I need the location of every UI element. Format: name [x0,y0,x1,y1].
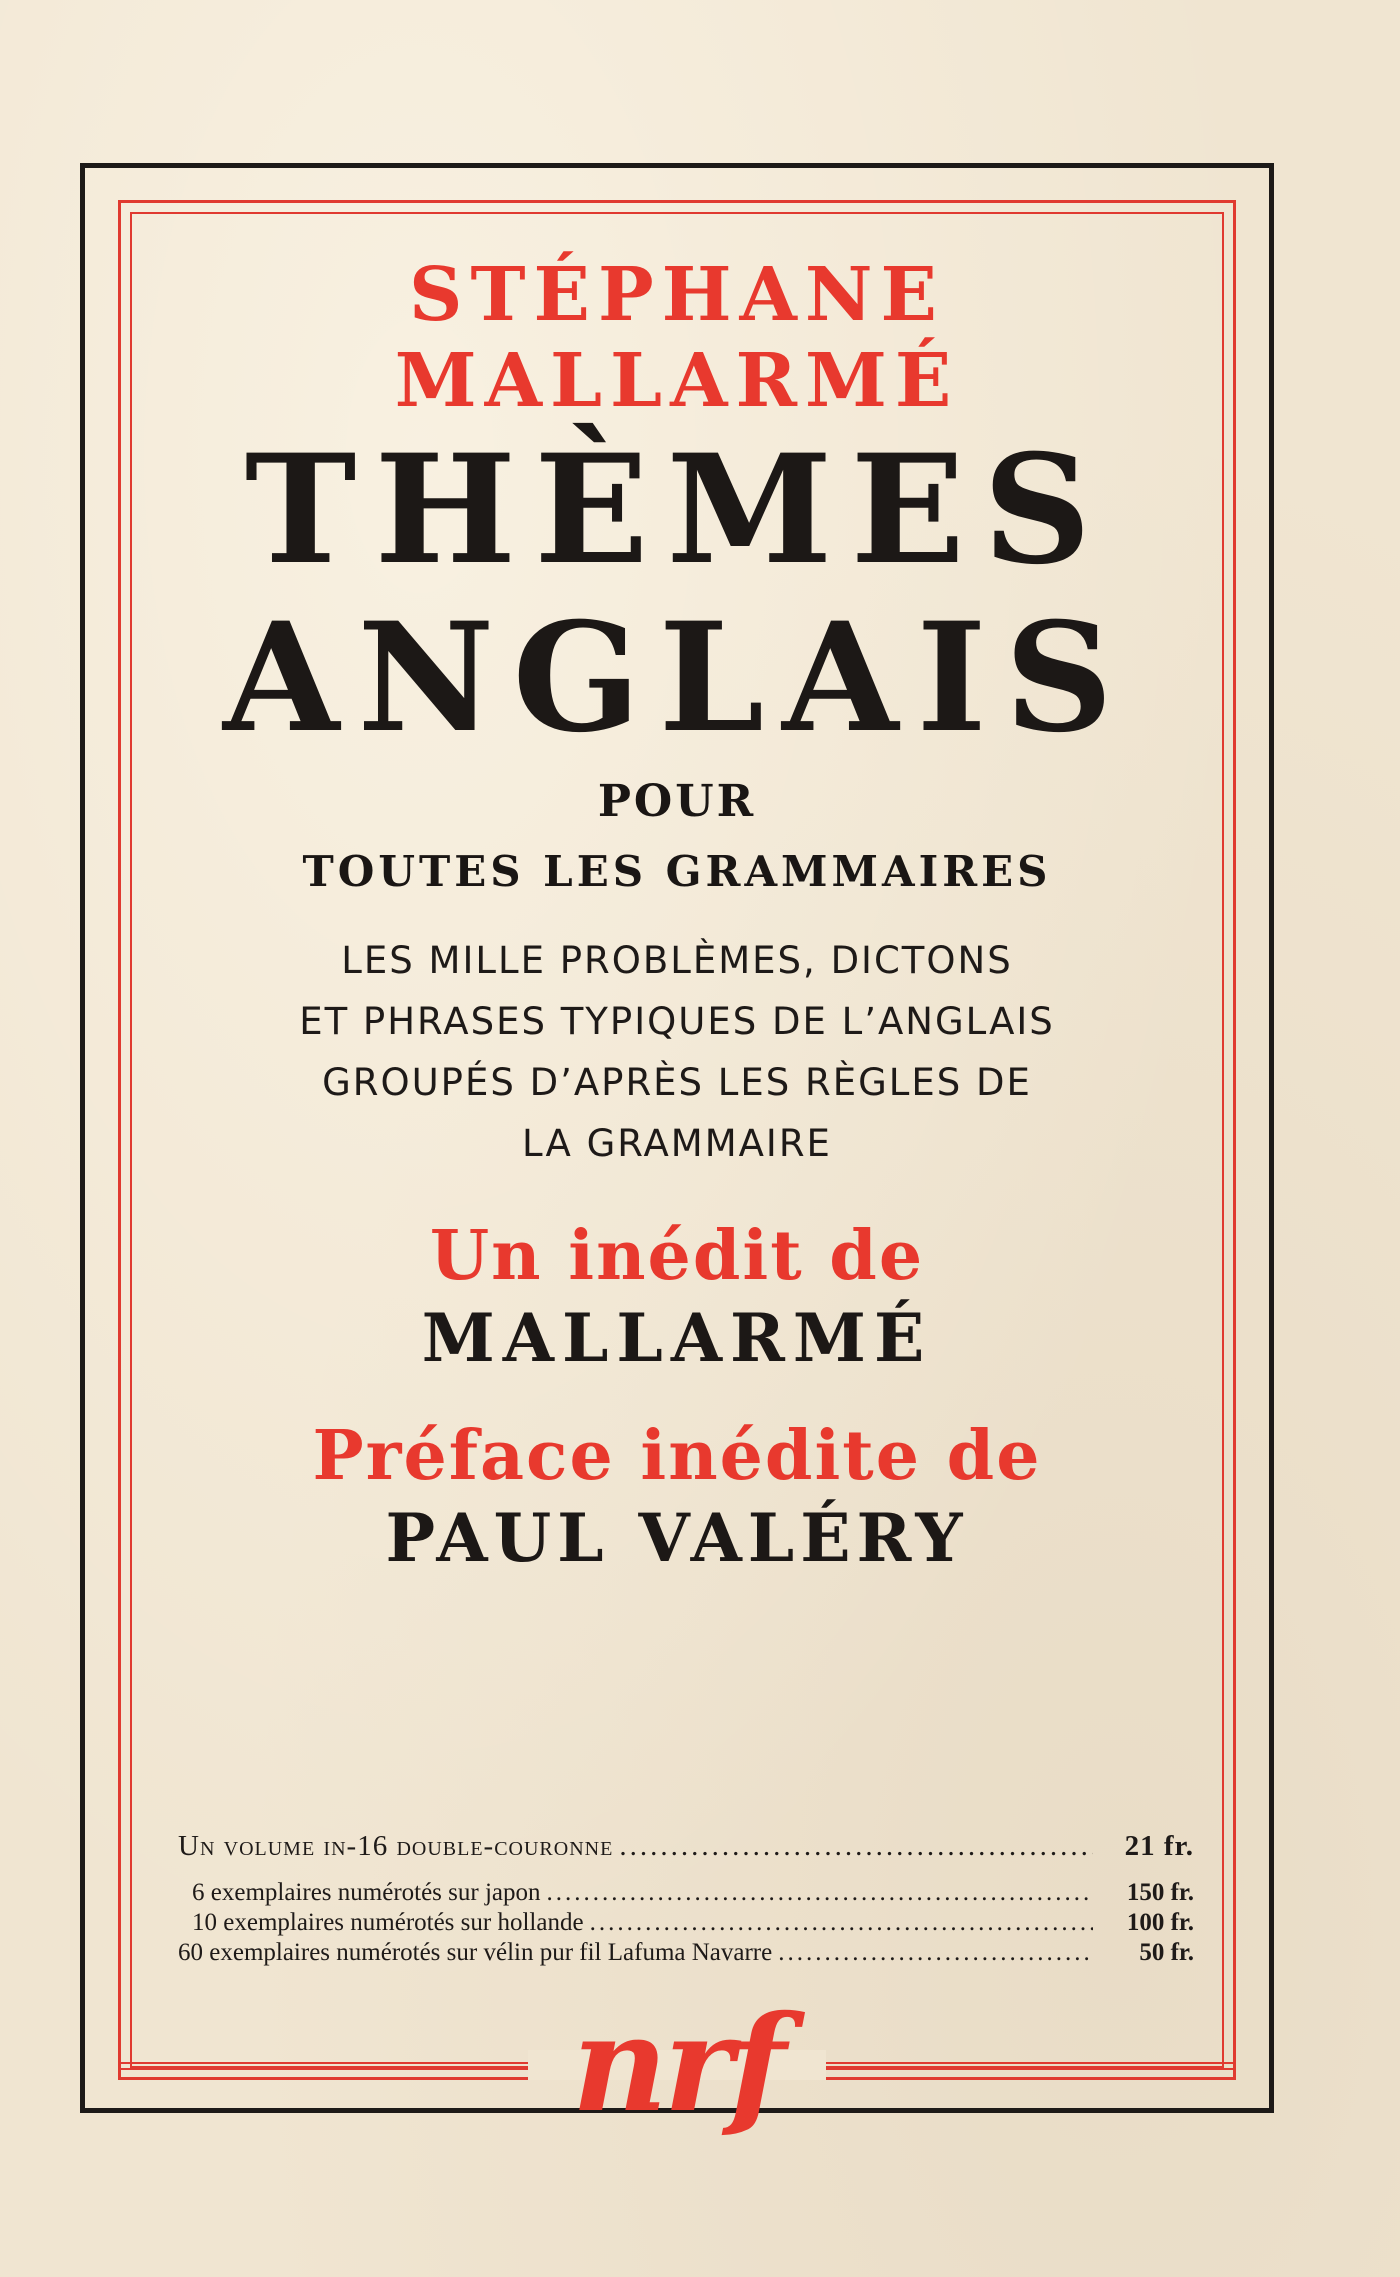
price-row-velin [178,1938,1194,1968]
logo-rule-right [826,2062,1236,2070]
price-amount-velin: 50 fr. [1139,1939,1194,1966]
price-label-main: Un volume in-16 double-couronne [178,1830,614,1862]
price-amount-hollande: 100 fr. [1126,1909,1194,1936]
preface-author: PAUL VALÉRY [385,1499,969,1577]
author-last-name: MALLARMÉ [394,338,960,424]
leader-dots [590,1908,1093,1938]
title-block [140,422,1214,766]
nrf-logo-text: nrf [571,1987,783,2142]
preface-heading: Préface inédite de [312,1416,1042,1496]
title-line-2: ANGLAIS [223,590,1131,766]
inedit-heading: Un inédit de [429,1216,925,1296]
description-line-3: GROUPÉS D’APRÈS LES RÈGLES DE [322,1061,1032,1104]
author-first-name: STÉPHANE [409,252,945,338]
price-list [178,1826,1194,1968]
description-line-2: ET PHRASES TYPIQUES DE L’ANGLAIS [299,1000,1055,1043]
leader-dots [619,1826,1093,1866]
description-line-4: LA GRAMMAIRE [522,1122,832,1165]
price-label-japon: 6 exemplaires numérotés sur japon [192,1879,541,1906]
price-label-hollande: 10 exemplaires numérotés sur hollande [192,1909,584,1936]
inedit-block [140,1214,1214,1378]
subtitle-toutes-les-grammaires: TOUTES LES GRAMMAIRES [302,847,1052,896]
price-label-velin: 60 exemplaires numérotés sur vélin pur fil Lafuma Navarre [178,1939,773,1966]
leader-dots [778,1938,1093,1968]
leader-dots [547,1878,1093,1908]
price-row-japon [178,1878,1194,1908]
cover-content [140,220,1214,1578]
price-row-main [178,1826,1194,1866]
title-line-1: THÈMES [244,422,1110,598]
logo-rule-left [118,2062,528,2070]
price-row-hollande [178,1908,1194,1938]
price-amount-main: 21 fr. [1124,1830,1194,1862]
price-amount-japon: 150 fr. [1126,1879,1194,1906]
subtitle-pour: POUR [597,776,757,827]
preface-block [140,1414,1214,1578]
nrf-logo [118,1987,1236,2150]
description-line-1: LES MILLE PROBLÈMES, DICTONS [341,939,1013,982]
description-block [140,930,1214,1174]
inedit-author: MALLARMÉ [421,1299,933,1377]
author-block [140,252,1214,424]
